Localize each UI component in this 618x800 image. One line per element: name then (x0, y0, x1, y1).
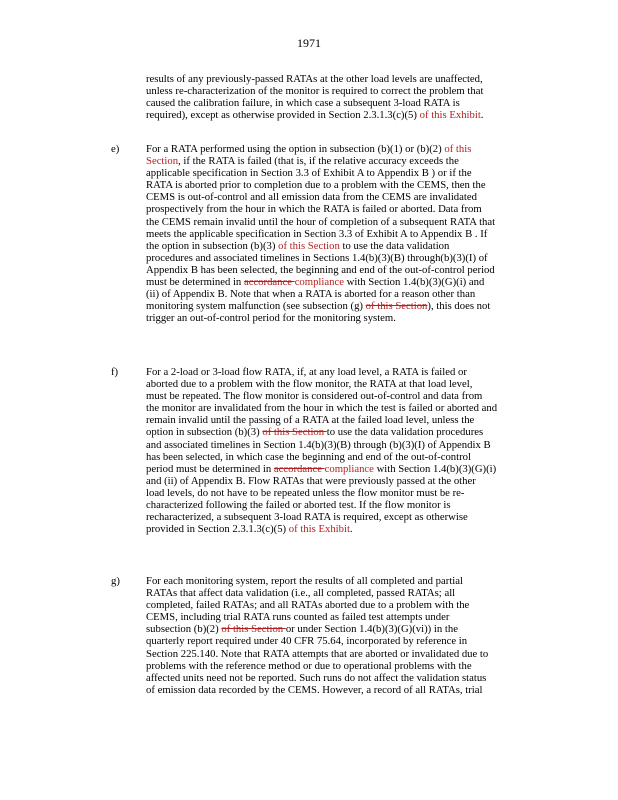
text-segment: to use the data validation procedures (326, 426, 484, 439)
paragraph-g (146, 575, 542, 696)
inserted-text: of this (444, 143, 472, 155)
text-segment: CEMS, including trial RATA runs counted as failed test attempts under (146, 611, 450, 624)
text-line (146, 109, 542, 121)
text-line (146, 475, 542, 487)
text-line (146, 167, 542, 179)
page-number: 1971 (297, 36, 321, 50)
text-segment: period must be determined in (146, 462, 274, 475)
inserted-text: of this Exhibit (288, 523, 350, 536)
text-segment: prospectively from the hour in which the RATA is failed or aborted. Data from (146, 203, 482, 216)
text-line (146, 402, 542, 414)
text-segment: characterized following the failed or aborted test. If the flow monitor is (146, 499, 451, 512)
text-segment: ), this does not (427, 300, 491, 313)
text-line (146, 439, 542, 451)
inserted-text: Section (146, 155, 179, 168)
text-segment: procedures and associated timelines in Sections 1.4(b)(3)(B) through(b)(3)(I) of (146, 251, 488, 264)
text-line (146, 499, 542, 511)
intro-paragraph (146, 73, 542, 121)
text-segment: . (480, 109, 484, 122)
text-segment: or under Section 1.4(b)(3)(G)(vi)) in the (285, 623, 458, 636)
text-line (146, 487, 542, 499)
text-segment: the monitor are invalidated from the hour in which the test is failed or aborted and (146, 402, 498, 415)
text-segment: provided in Section 2.3.1.3(c)(5) (146, 523, 289, 536)
text-segment: must be repeated. The flow monitor is considered out-of-control and data from (146, 390, 483, 403)
text-segment: caused the calibration failure, in which case a subsequent 3-load RATA is (146, 97, 460, 110)
text-segment: For a RATA performed using the option in subsection (b)(1) or (b)(2) (146, 143, 445, 155)
text-segment: the option in subsection (b)(3) (146, 239, 279, 252)
text-segment: unless re-characterization of the monitor is required to correct the problem that (146, 85, 484, 98)
text-line (146, 85, 542, 97)
deleted-text: of this Section (221, 623, 286, 636)
para-e-label: e) (111, 143, 120, 155)
text-line (146, 575, 542, 587)
text-segment: trigger an out-of-control period for the monitoring system. (146, 312, 396, 325)
para-f-label: f) (111, 366, 119, 378)
text-segment: option in subsection (b)(3) (146, 426, 263, 439)
text-segment: meets the applicable specification in Section 3.3 of Exhibit A to Appendix B . If (146, 227, 488, 240)
text-segment: aborted due to a problem with the flow monitor, the RATA at that load level, (146, 378, 473, 391)
text-line (146, 216, 542, 228)
text-line (146, 451, 542, 463)
text-line (146, 414, 542, 426)
para-g-label: g) (111, 575, 120, 587)
text-segment: For each monitoring system, report the results of all completed and partial (146, 575, 463, 587)
text-line (146, 587, 542, 599)
text-segment: has been selected, in which case the beginning and end of the out-of-control (146, 450, 471, 463)
text-line (146, 191, 542, 203)
text-segment: . (349, 523, 353, 536)
text-line (146, 288, 542, 300)
text-line (146, 648, 542, 660)
text-line (146, 390, 542, 402)
text-segment: applicable specification in Section 3.3 of Exhibit A to Appendix B ) or if the (146, 167, 472, 180)
text-line (146, 300, 542, 312)
deleted-text: of this Section (262, 426, 327, 439)
text-line (146, 523, 542, 535)
text-segment: subsection (b)(2) (146, 623, 222, 636)
text-segment: RATAs that affect data validation (i.e., all completed, passed RATAs; all (146, 587, 456, 600)
deleted-text: accordance (243, 276, 295, 289)
text-segment: of emission data recorded by the CEMS. However, a record of all RATAs, trial (146, 683, 483, 696)
text-segment: problems with the reference method or due to operational problems with the (146, 659, 472, 672)
text-line (146, 252, 542, 264)
text-segment: Appendix B has been selected, the beginning and end of the out-of-control period (146, 263, 495, 276)
text-segment: remain invalid until the passing of a RATA at the failed load level, unless the (146, 414, 475, 427)
text-segment: must be determined in (146, 276, 244, 289)
text-segment: , if the RATA is failed (that is, if the relative accuracy exceeds the (178, 155, 459, 168)
text-segment: the CEMS remain invalid until the hour of completion of a subsequent RATA that (146, 215, 496, 228)
text-line (146, 264, 542, 276)
text-line (146, 623, 542, 635)
text-segment: For a 2-load or 3-load flow RATA, if, at any load level, a RATA is failed or (146, 366, 467, 378)
text-line (146, 635, 542, 647)
text-segment: results of any previously-passed RATAs at the other load levels are unaffected, (146, 73, 483, 85)
text-segment: to use the data validation (339, 239, 450, 252)
inserted-text: compliance (324, 462, 377, 475)
text-line (146, 312, 542, 324)
text-segment: (ii) of Appendix B. Note that when a RATA is aborted for a reason other than (146, 288, 476, 301)
text-segment: affected units need not be reported. Such runs do not affect the validation status (146, 671, 487, 684)
text-segment: completed, failed RATAs; and all RATAs aborted due to a problem with the (146, 599, 470, 612)
text-segment: quarterly report required under 40 CFR 75.64, incorporated by reference in (146, 635, 468, 648)
text-segment: Section 225.140. Note that RATA attempts that are aborted or invalidated due to (146, 647, 489, 660)
text-line (146, 179, 542, 191)
paragraph-f (146, 366, 542, 535)
text-line (146, 366, 542, 378)
text-line (146, 684, 542, 696)
text-segment: with Section 1.4(b)(3)(G)(i) and (346, 276, 485, 289)
text-line (146, 463, 542, 475)
text-segment: recharacterized, a subsequent 3-load RATA is required, except as otherwise (146, 511, 468, 524)
text-line (146, 599, 542, 611)
paragraph-e (146, 143, 542, 324)
text-segment: RATA is aborted prior to completion due to a problem with the CEMS, then the (146, 179, 486, 192)
text-line (146, 660, 542, 672)
text-segment: and (ii) of Appendix B. Flow RATAs that were previously passed at the other (146, 474, 476, 487)
text-line (146, 240, 542, 252)
text-line (146, 276, 542, 288)
deleted-text: of this Section (365, 300, 428, 313)
text-line (146, 97, 542, 109)
inserted-text: of this Exhibit (419, 109, 481, 122)
inserted-text: compliance (294, 276, 347, 289)
text-segment: and associated timelines in Section 1.4(b)(3)(B) through (b)(3)(I) of Appendix B (146, 438, 491, 451)
text-line (146, 73, 542, 85)
deleted-text: accordance (273, 462, 325, 475)
inserted-text: of this Section (278, 239, 340, 252)
text-line (146, 672, 542, 684)
text-line (146, 378, 542, 390)
text-line (146, 228, 542, 240)
text-line (146, 426, 542, 438)
text-line (146, 143, 542, 155)
text-line (146, 611, 542, 623)
text-segment: with Section 1.4(b)(3)(G)(i) (376, 462, 497, 475)
text-segment: monitoring system malfunction (see subsection (g) (146, 300, 366, 313)
text-line (146, 155, 542, 167)
text-segment: CEMS is out-of-control and all emission data from the CEMS are invalidated (146, 191, 477, 204)
text-segment: required), except as otherwise provided in Section 2.3.1.3(c)(5) (146, 109, 420, 122)
text-line (146, 511, 542, 523)
text-segment: load levels, do not have to be repeated unless the flow monitor must be re- (146, 486, 465, 499)
text-line (146, 203, 542, 215)
